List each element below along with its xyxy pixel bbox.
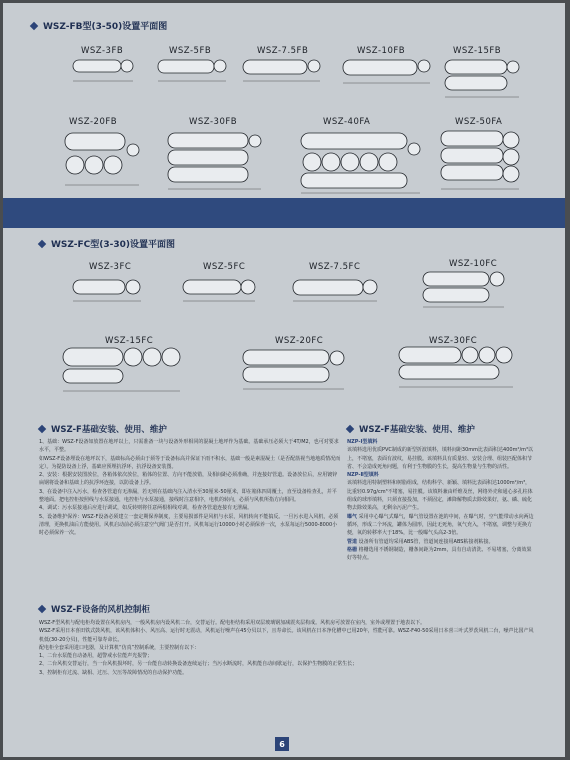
fb-5-drawing: [158, 60, 226, 81]
install-paragraph: 2、安装：根据安装图放位，各箱体依次放位，箱体的位置、方向不能放错，及相间距必须准确，并连接好管道。设备放位后，应用镀锌扁钢将设备和基础上的抗浮环连接，以防设备上浮。: [39, 472, 338, 487]
fb-40-drawing: [301, 133, 420, 193]
fb-10-drawing: [343, 60, 430, 83]
nzp-heading-2: NZP-Ⅱ型填料: [347, 472, 379, 479]
pipe-text: 设备所有管道均采用ABS管，管道间连接用ABS粘接剂粘接。: [358, 538, 494, 545]
fb-3-drawing: [73, 60, 133, 81]
fb-label: WSZ-10FB: [357, 46, 406, 56]
fc-20-drawing: [243, 350, 344, 389]
fan-paragraph: WSZ-F型风机与配电柜均设置在风机房内，一般风机房内设风机二台，交替运行。配电柜结构采用双层玻璃钢加减震夹层构成。风机房可放置在室内，室外或埋置于地表以下。: [39, 620, 426, 626]
fc-label: WSZ-7.5FC: [309, 262, 361, 272]
fb-label: WSZ-40FA: [323, 117, 371, 127]
install-title: WSZ-F基础安装、使用、维护: [39, 423, 167, 435]
fc-10-drawing: [423, 272, 504, 307]
nzp-title: WSZ-F基础安装、使用、维护: [347, 423, 475, 435]
fc-layout-drawings: [3, 243, 565, 413]
aeration-heading: 曝气: [347, 513, 358, 520]
fan-paragraph: 3、控制柜有过流、缺相、过压、欠压等故障情况的自动保护功能。: [39, 669, 188, 676]
install-paragraph: 4、调试：污水泵接通后应进行调试，如反转则将任意两根相线对调，检查各管道连接有无泄漏。: [39, 505, 253, 512]
nzp-paragraph-2: 该填料选用特制塑料和树脂组成，结构科学、新颖、填料比表面积达1000m²/m³，比重轻0.97g/cm³不堵塞，易挂膜。该填料兼由纤维及丝，网络外壳和通心多孔柱体组成的球形填料，只须直接投加，不须固定，滩降解物质去除效果好，氨、磷、硫化物去除效果高，无剩余污泥产生。: [347, 480, 533, 512]
brochure-page: [3, 3, 565, 757]
grid-heading: 格栅: [347, 546, 358, 553]
fc-7.5-drawing: [293, 280, 377, 301]
diamond-icon: [346, 425, 354, 433]
decorative-banner: [3, 198, 565, 228]
fb-label: WSZ-15FB: [453, 46, 502, 56]
fb-50-drawing: [441, 131, 519, 189]
fan-title: WSZ-F设备的风机控制柜: [39, 603, 150, 615]
fc-label: WSZ-30FC: [429, 336, 478, 346]
fan-paragraph: 2、二台风机交替运行，当一台风机损坏时，另一台能自动转换设备连续运行；当污水断流时，风机能自动间歇运行，以保护生物膜的正常生长；: [39, 661, 358, 668]
fc-section-title: WSZ-FC型(3-30)设置平面图: [39, 237, 175, 250]
nzp-heading-1: NZP-Ⅰ型填料: [347, 439, 378, 445]
fan-paragraph: WSZ-F采用日本喜田铁式鼓风机，该风机体积小、风压高、运行时无震动，风机运行噪声在45分贝以下，且寿命长。该风机在日本净化槽中已用20年，性能可靠。WSZ-F40-50采用日本喜三叶式罗茨风机二台，噪声比国产风机低(30-20分贝)，性能可靠寿命长。: [39, 628, 534, 643]
diamond-icon: [38, 605, 46, 613]
fc-15-drawing: [63, 348, 180, 391]
fb-label: WSZ-7.5FB: [257, 46, 309, 56]
nzp-text: [347, 438, 535, 562]
nzp-paragraph-1: 该填料选用优质PVC制成的新型折波填料，填料间距30mm比表面积达400m²/m³以上，不堵塞，表面有波纹，易挂膜。该填料具有质量轻、安装合理、组装匹配体积节省、不会造成死角问题，有利于生物膜的生长，提高生物量与生物的活性。: [347, 447, 534, 470]
pipe-heading: 管道: [347, 538, 358, 545]
page-number: 6: [275, 737, 289, 751]
fan-paragraph: 1、二台水泵能自动备用，超警戒水位能声光报警；: [39, 653, 153, 660]
fb-label: WSZ-5FB: [169, 46, 212, 56]
fb-20-drawing: [65, 133, 139, 185]
fb-label: WSZ-30FB: [189, 117, 238, 127]
fc-label: WSZ-20FC: [275, 336, 324, 346]
fb-layout-drawings: [3, 3, 565, 203]
install-paragraph: 1、基础：WSZ-F设备如放置在地坪以上，只需准备一块与设备外形相同的混凝土地坪作为基础。基础承压必须大于4T/M2，也可对要求水平，平整。: [39, 439, 339, 454]
fb-7.5-drawing: [243, 60, 320, 81]
install-paragraph: 3、在设备中注入污水，检查各管道有无渗漏，若无则在基础内注入清水至30厘米-50厘米，即在箱体四周覆土，直至设备检查孔，并平整地面。把电控柜按照线与水泵接通，电控柜与水泵接通，接线时注意相序，电机的转向，必须与风机所指方向相同。: [39, 488, 337, 504]
fb-label: WSZ-3FB: [81, 46, 124, 56]
fc-label: WSZ-5FC: [203, 262, 246, 272]
fb-label: WSZ-50FA: [455, 117, 503, 127]
install-paragraph: 如WSZ-F设备埋设在地坪以下，基础标高必须由于须等于设备标高并保证下雨不积水，基础一般是素混凝土（是否配筋视当地地质情况而定）。为提防设备上浮，基础应预埋抗浮环，抗浮设备安装图。: [39, 455, 341, 470]
install-text: [39, 438, 341, 538]
fb-15-drawing: [445, 60, 519, 97]
diamond-icon: [38, 425, 46, 433]
fc-3-drawing: [73, 280, 141, 301]
fb-30-drawing: [168, 133, 261, 189]
fc-5-drawing: [183, 280, 255, 301]
fc-label: WSZ-10FC: [449, 259, 498, 269]
fb-section-title: WSZ-FB型(3-50)设置平面图: [31, 19, 167, 32]
fb-label: WSZ-20FB: [69, 117, 118, 127]
fan-text: [39, 619, 535, 677]
fc-label: WSZ-3FC: [89, 262, 132, 272]
fan-paragraph: 配电柜全套采用进口电器，及计算机“仿真”控制系统，主要控制有以下：: [39, 644, 200, 651]
fc-30-drawing: [399, 347, 513, 387]
install-paragraph: 5、设备维护保养：WSZ-F设备必须建立一套定期保养制度，主要易损部件是风机与水泵，风机转向不能搞反。一旦污水进入风机，必须清理，更换机油后方能使用。风机启动前必须注意空气阀门是否打开。风机每运行10000小时必须保养一次，水泵每运行5000-8000小时必须保养一次。: [39, 513, 339, 537]
grid-text: 格栅选用不锈钢制造，栅条间距为2mm，具有自动清洗、不易堵塞，分离效果好等特点。: [347, 546, 532, 562]
aeration-text: 采用中心曝气式曝气，曝气管设置在池的中间，在曝气时，空气能带动水向两边循环，形成二个环流，罐体为圆形，因此无死角，氧气充入，不堵塞，调整与更换方便，氧的转移率大于18%，比一般曝气头高2-3倍。: [347, 513, 534, 537]
fc-label: WSZ-15FC: [105, 336, 154, 346]
